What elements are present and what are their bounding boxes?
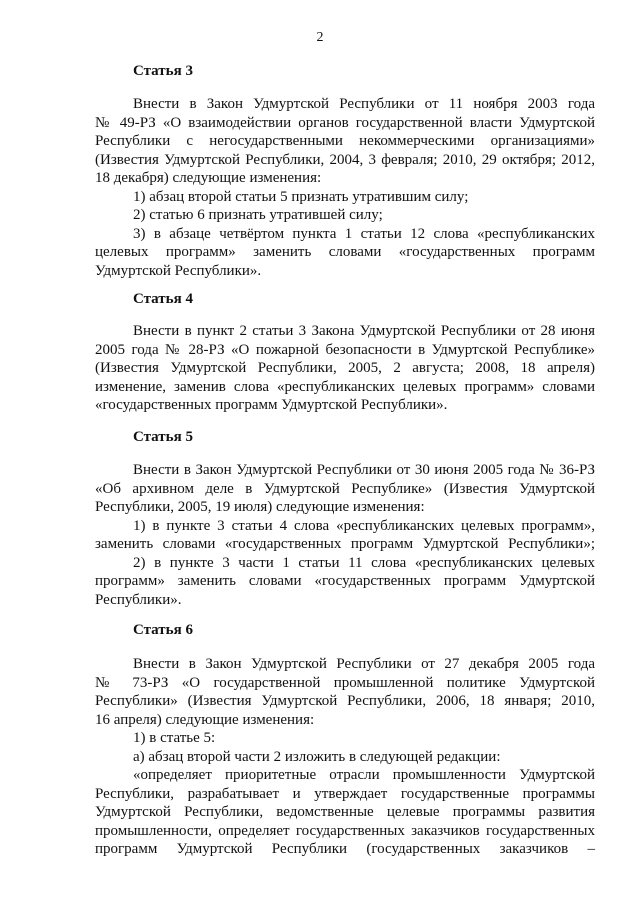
article-5-title: Статья 5 <box>133 429 193 445</box>
text-line: 2005 года № 28-РЗ «О пожарной безопасности в Удмуртской Республике» <box>95 341 595 358</box>
text-line: «определяет приоритетные отрасли промышленности Удмуртской <box>133 767 595 783</box>
text-line: Республики». <box>95 591 182 608</box>
text-line: 1) в статье 5: <box>133 730 216 746</box>
text-line: Республики с негосударственными некоммерческими организациями» <box>95 133 595 149</box>
text-line: «Об архивном деле в Удмуртской Республике» (Известия Удмуртской <box>95 480 595 497</box>
text-line: «государственных программ Удмуртской Республики». <box>95 397 448 413</box>
article-5-text <box>95 461 595 609</box>
text-line: заменить словами «государственных программ Удмуртской Республики»; <box>95 536 595 552</box>
text-line: Внести в Закон Удмуртской Республики от 27 декабря 2005 года <box>133 656 595 672</box>
text-line: целевых программ» заменить словами «государственных программ <box>95 244 595 260</box>
text-line: Удмуртской Республики, ведомственные целевые программы развития <box>95 804 595 820</box>
text-line: 1) в пункте 3 статьи 4 слова «республиканских целевых программ», <box>133 517 595 534</box>
article-4-text <box>95 322 595 415</box>
text-line: программ Удмуртской Республики (государственных заказчиков – <box>95 841 595 857</box>
text-line: (Известия Удмуртской Республики, 2005, 2 августа; 2008, 18 апреля) <box>95 360 595 376</box>
text-line: № 73-РЗ «О государственной промышленной политике Удмуртской <box>95 674 595 691</box>
article-3-text <box>95 95 595 280</box>
text-line: а) абзац второй части 2 изложить в следующей редакции: <box>133 748 501 765</box>
text-line: № 49-РЗ «О взаимодействии органов государственной власти Удмуртской <box>95 114 595 131</box>
text-line: Республики» (Известия Удмуртской Республики, 2006, 18 января; 2010, <box>95 693 595 709</box>
text-line: Удмуртской Республики». <box>95 262 262 279</box>
text-line: 16 апреля) следующие изменения: <box>95 711 315 728</box>
text-line: 3) в абзаце четвёртом пункта 1 статьи 12 слова «республиканских <box>133 225 595 242</box>
text-line: Внести в Закон Удмуртской Республики от 30 июня 2005 года № 36-РЗ <box>133 462 595 478</box>
text-line: Внести в пункт 2 статьи 3 Закона Удмуртской Республики от 28 июня <box>133 323 595 339</box>
article-4-title: Статья 4 <box>133 291 193 307</box>
text-line: Внести в Закон Удмуртской Республики от 11 ноября 2003 года <box>133 96 595 112</box>
text-line: 2) в пункте 3 части 1 статьи 11 слова «республиканских целевых <box>133 554 595 571</box>
text-line: Республики, разрабатывает и утверждает государственные программы <box>95 785 595 802</box>
text-line: 2) статью 6 признать утратившей силу; <box>133 207 383 223</box>
article-3-title: Статья 3 <box>133 63 193 79</box>
page-number: 2 <box>316 30 324 45</box>
text-line: 1) абзац второй статьи 5 признать утратившим силу; <box>133 188 469 205</box>
article-6-title: Статья 6 <box>133 622 193 638</box>
text-line: программ» заменить словами «государственных программ Удмуртской <box>95 573 595 589</box>
article-6-text <box>95 655 595 859</box>
text-line: промышленности, определяет государственных заказчиков государственных <box>95 822 595 839</box>
text-line: Республики, 2005, 19 июля) следующие изменения: <box>95 499 425 515</box>
text-line: (Известия Удмуртской Республики, 2004, 3 февраля; 2010, 29 октября; 2012, <box>95 151 595 168</box>
text-line: изменение, заменив слова «республиканских целевых программ» словами <box>95 378 595 395</box>
text-line: 18 декабря) следующие изменения: <box>95 170 322 186</box>
